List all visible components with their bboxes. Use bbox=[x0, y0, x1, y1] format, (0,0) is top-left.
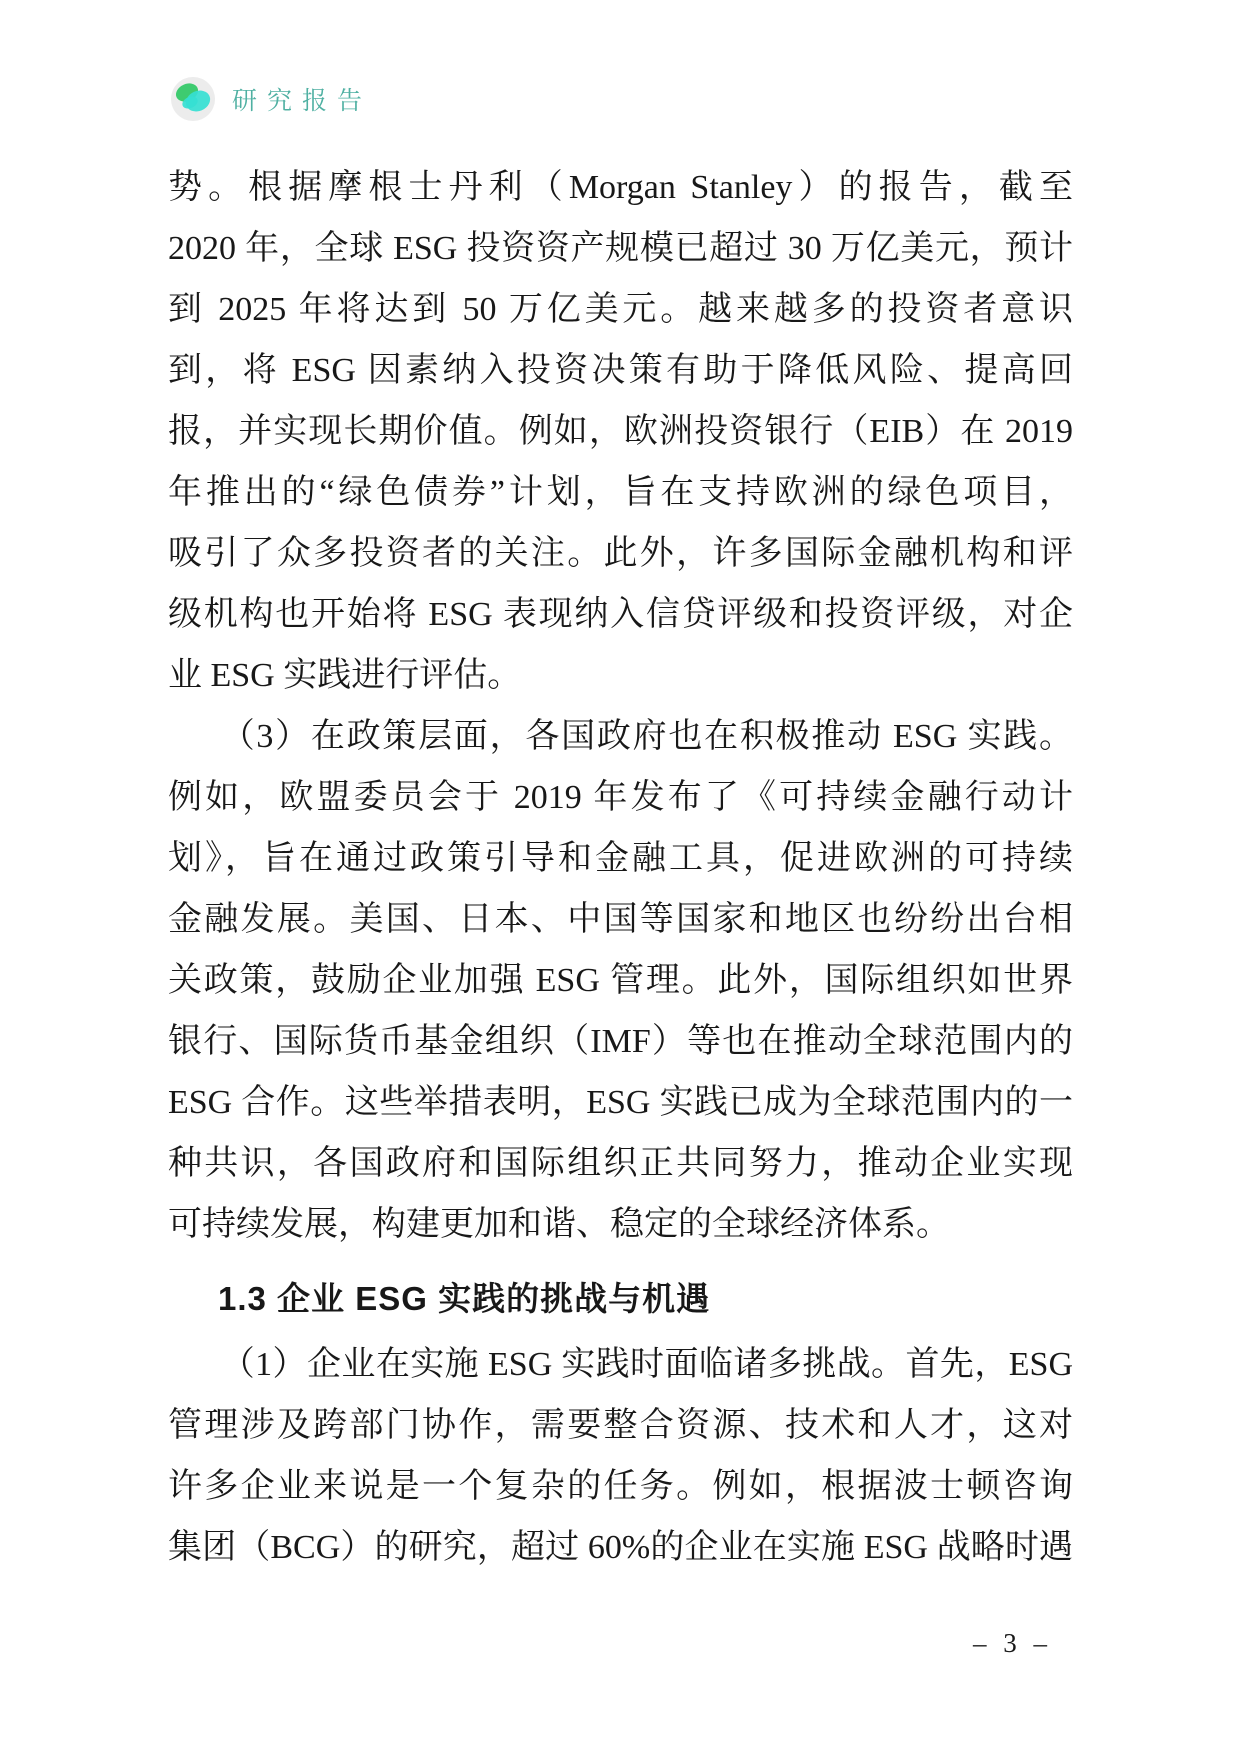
brand-label: 研究报告 bbox=[232, 88, 373, 115]
page-header bbox=[168, 74, 372, 124]
text-line: （1）企业在实施 ESG 实践时面临诸多挑战。首先，ESG bbox=[220, 1346, 1073, 1383]
brand-logo-icon bbox=[168, 74, 218, 124]
text-line: 金融发展。美国、日本、中国等国家和地区也纷纷出台相 bbox=[168, 901, 1073, 938]
text-line: 报，并实现长期价值。例如，欧洲投资银行（EIB）在 2019 bbox=[168, 413, 1073, 450]
page-number: – 3 – bbox=[973, 1628, 1052, 1658]
text-line: 吸引了众多投资者的关注。此外，许多国际金融机构和评 bbox=[168, 535, 1073, 572]
text-line: 到 2025 年将达到 50 万亿美元。越来越多的投资者意识 bbox=[168, 291, 1073, 328]
text-line: 种共识，各国政府和国际组织正共同努力，推动企业实现 bbox=[168, 1145, 1073, 1182]
text-line: 2020 年，全球 ESG 投资资产规模已超过 30 万亿美元，预计 bbox=[168, 230, 1073, 267]
document-body bbox=[168, 157, 1073, 1578]
text-line: 级机构也开始将 ESG 表现纳入信贷评级和投资评级，对企 bbox=[168, 596, 1073, 633]
text-line: 可持续发展，构建更加和谐、稳定的全球经济体系。 bbox=[168, 1206, 950, 1243]
text-line: 集团（BCG）的研究，超过 60%的企业在实施 ESG 战略时遇 bbox=[168, 1529, 1073, 1566]
text-line: 划》，旨在通过政策引导和金融工具，促进欧洲的可持续 bbox=[168, 840, 1073, 877]
text-line: 业 ESG 实践进行评估。 bbox=[168, 657, 522, 694]
text-line: 例如，欧盟委员会于 2019 年发布了《可持续金融行动计 bbox=[168, 779, 1073, 816]
paragraph bbox=[168, 706, 1073, 1255]
text-line: （3）在政策层面，各国政府也在积极推动 ESG 实践。 bbox=[220, 718, 1073, 755]
paragraph bbox=[168, 157, 1073, 706]
text-line: ESG 合作。这些举措表明，ESG 实践已成为全球范围内的一 bbox=[168, 1084, 1073, 1121]
text-line: 管理涉及跨部门协作，需要整合资源、技术和人才，这对 bbox=[168, 1407, 1073, 1444]
text-line: 年推出的“绿色债券”计划，旨在支持欧洲的绿色项目， bbox=[168, 474, 1073, 511]
paragraph bbox=[168, 1334, 1073, 1578]
text-line: 关政策，鼓励企业加强 ESG 管理。此外，国际组织如世界 bbox=[168, 962, 1073, 999]
text-line: 许多企业来说是一个复杂的任务。例如，根据波士顿咨询 bbox=[168, 1468, 1073, 1505]
text-line: 银行、国际货币基金组织（IMF）等也在推动全球范围内的 bbox=[168, 1023, 1073, 1060]
text-line: 到，将 ESG 因素纳入投资决策有助于降低风险、提高回 bbox=[168, 352, 1073, 389]
section-heading: 1.3 企业 ESG 实践的挑战与机遇 bbox=[218, 1280, 711, 1317]
text-line: 势。根据摩根士丹利（Morgan Stanley）的报告，截至 bbox=[168, 169, 1073, 206]
